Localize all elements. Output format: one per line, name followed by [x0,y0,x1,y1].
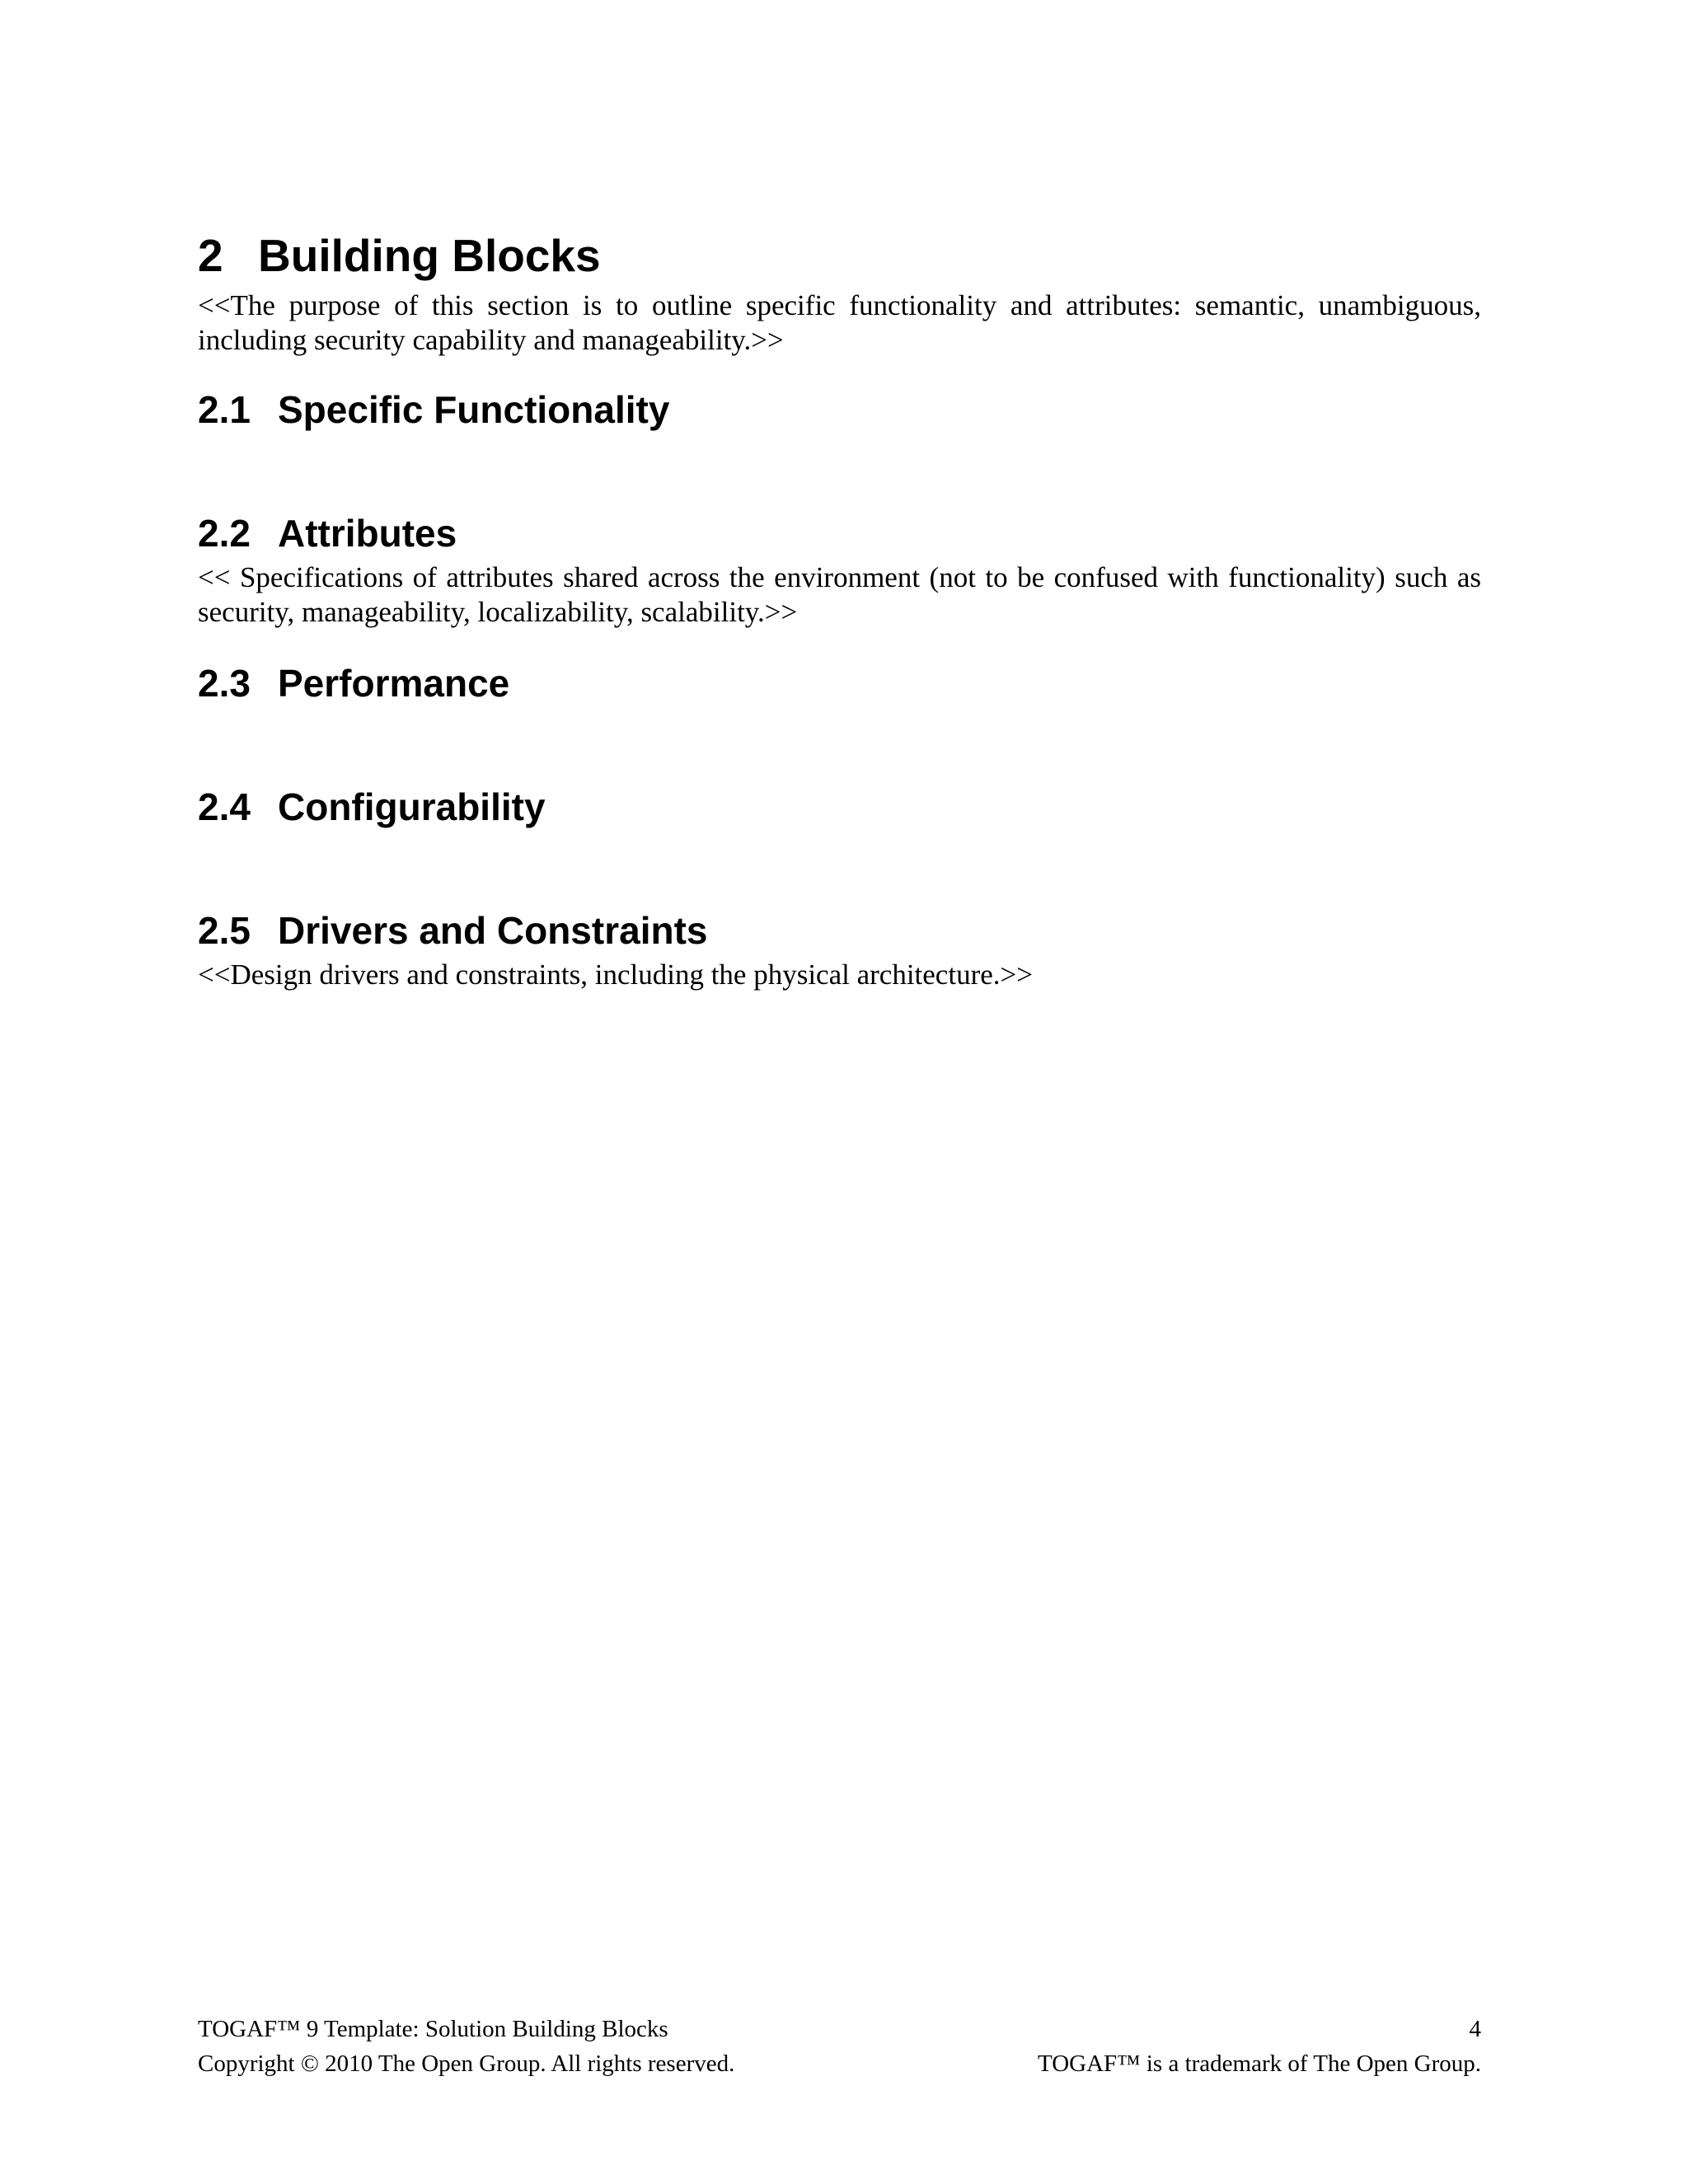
footer-top-row [198,2013,1481,2046]
section-number: 2.1 [198,388,251,431]
section-title: Configurability [278,785,546,828]
section-heading-attributes [198,506,1481,560]
footer-copyright: Copyright © 2010 The Open Group. All rights reserved. [198,2050,735,2077]
chapter-heading [198,223,1481,288]
section-title: Performance [278,662,510,705]
section-heading-drivers-and-constraints [198,903,1481,958]
section-title: Attributes [278,512,457,555]
section-number: 2.5 [198,909,251,952]
section-number: 2.2 [198,512,251,555]
chapter-number: 2 [198,230,223,281]
footer-page-number: 4 [1469,2016,1481,2042]
footer-document-title: TOGAF™ 9 Template: Solution Building Blocks [198,2016,668,2042]
chapter-title: Building Blocks [258,230,601,281]
drivers-paragraph: <<Design drivers and constraints, including the physical architecture.>> [198,958,1033,991]
section-number: 2.4 [198,785,251,828]
section-title: Drivers and Constraints [278,909,708,952]
footer-trademark: TOGAF™ is a trademark of The Open Group. [1038,2050,1481,2077]
chapter-intro-paragraph: <<The purpose of this section is to outline specific functionality and attributes: semantic, unambiguous, including security capability and manageability.>> [198,289,1481,356]
section-heading-specific-functionality [198,382,1481,437]
section-title: Specific Functionality [278,388,670,431]
section-heading-configurability [198,780,1481,834]
attributes-paragraph: << Specifications of attributes shared across the environment (not to be confused with functionality) such as security, manageability, localizability, scalability.>> [198,561,1481,628]
footer-bottom-row [198,2047,1481,2080]
page-content [198,223,1481,992]
section-number: 2.3 [198,662,251,705]
section-heading-performance [198,656,1481,710]
